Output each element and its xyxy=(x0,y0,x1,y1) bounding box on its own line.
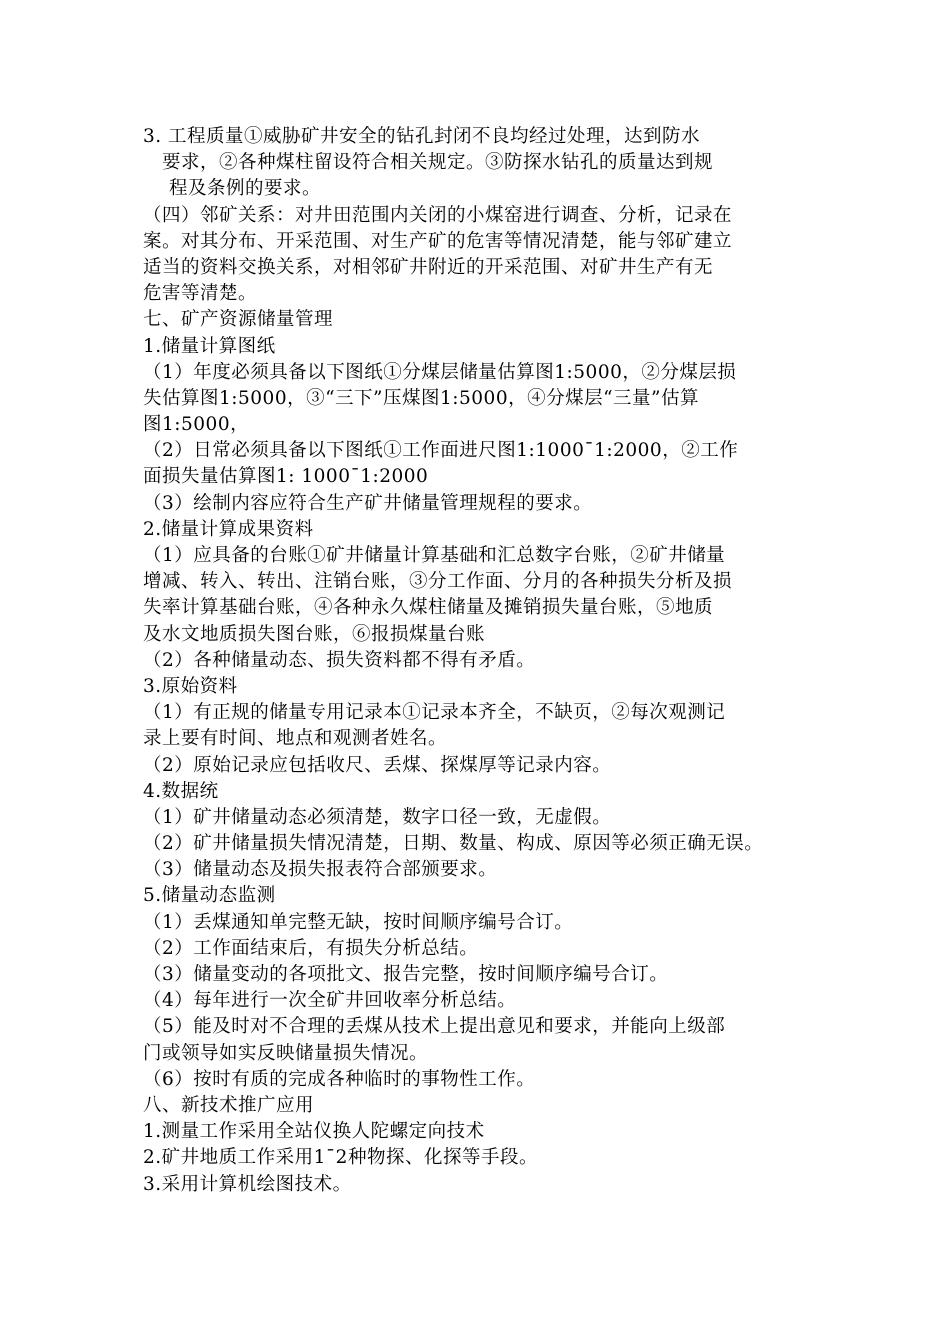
text-line: 失率计算基础台账，④各种永久煤柱储量及摊销损失量台账，⑤地质 xyxy=(143,597,714,619)
text-line: 录上要有时间、地点和观测者姓名。 xyxy=(143,728,448,750)
text-line: 增减、转入、转出、注销台账，③分工作面、分月的各种损失分析及损 xyxy=(143,571,733,593)
text-line: （1）丢煤通知单完整无缺，按时间顺序编号合订。 xyxy=(143,911,574,933)
text-line: （1）应具备的台账①矿井储量计算基础和汇总数字台账，②矿井储量 xyxy=(143,545,726,566)
text-line: 案。对其分布、开采范围、对生产矿的危害等情况清楚，能与邻矿建立 xyxy=(143,230,733,252)
text-line: （1）年度必须具备以下图纸①分煤层储量估算图1:5000，②分煤层损 xyxy=(143,361,737,383)
text-line: 2.矿井地质工作采用1¯2种物探、化探等手段。 xyxy=(143,1147,538,1169)
text-line: （4）每年进行一次全矿井回收率分析总结。 xyxy=(143,990,517,1012)
text-line: 失估算图1:5000，③“三下”压煤图1:5000，④分煤层“三量”估算 xyxy=(143,387,700,409)
text-line: 适当的资料交换关系，对相邻矿井附近的开采范围、对矿井生产有无 xyxy=(143,256,714,278)
text-line: （四）邻矿关系：对井田范围内关闭的小煤窑进行调查、分析，记录在 xyxy=(143,204,733,226)
text-line: 要求，②各种煤柱留设符合相关规定。③防探水钻孔的质量达到规 xyxy=(162,152,714,174)
text-line: 2.储量计算成果资料 xyxy=(143,518,314,540)
text-line: 3.采用计算机绘图技术。 xyxy=(143,1173,352,1195)
text-line: 3. 工程质量①威胁矿井安全的钻孔封闭不良均经过处理，达到防水 xyxy=(143,126,701,147)
text-line: （1）有正规的储量专用记录本①记录本齐全，不缺页，②每次观测记 xyxy=(143,702,726,724)
text-line: 图1:5000， xyxy=(143,414,250,436)
text-line: （3）储量变动的各项批文、报告完整，按时间顺序编号合订。 xyxy=(143,964,669,985)
text-line: （3）绘制内容应符合生产矿井储量管理规程的要求。 xyxy=(143,492,593,514)
text-line: 1.测量工作采用全站仪换人陀螺定向技术 xyxy=(143,1121,485,1143)
text-line: （1）矿井储量动态必须清楚，数字口径一致，无虚假。 xyxy=(143,806,612,828)
text-line: （3）储量动态及损失报表符合部颁要求。 xyxy=(143,859,498,881)
text-line: 八、新技术推广应用 xyxy=(143,1094,315,1116)
document-body xyxy=(143,124,823,1198)
text-line: 程及条例的要求。 xyxy=(169,178,322,200)
text-line: （2）各种储量动态、损失资料都不得有矛盾。 xyxy=(143,649,536,671)
text-line: 七、矿产资源储量管理 xyxy=(143,309,334,331)
text-line: 1.储量计算图纸 xyxy=(143,335,276,357)
text-line: 门或领导如实反映储量损失情况。 xyxy=(143,1042,429,1064)
text-line: （2）原始记录应包括收尺、丢煤、探煤厚等记录内容。 xyxy=(143,754,612,776)
text-line: （2）工作面结束后，有损失分析总结。 xyxy=(143,937,479,959)
text-line: 3.原始资料 xyxy=(143,675,238,697)
text-line: 4.数据统 xyxy=(143,780,219,802)
text-line: （6）按时有质的完成各种临时的事物性工作。 xyxy=(143,1068,536,1090)
text-line: 危害等清楚。 xyxy=(143,283,258,305)
text-line: 5.储量动态监测 xyxy=(143,885,276,907)
text-line: （2）日常必须具备以下图纸①工作面进尺图1:1000¯1:2000，②工作 xyxy=(143,440,739,462)
text-line: 面损失量估算图1: 1000¯1:2000 xyxy=(143,466,429,488)
text-line: 及水文地质损失图台账，⑥报损煤量台账 xyxy=(143,623,486,645)
text-line: （5）能及时对不合理的丢煤从技术上提出意见和要求，并能向上级部 xyxy=(143,1016,726,1038)
text-line: （2）矿井储量损失情况清楚，日期、数量、构成、原因等必须正确无误。 xyxy=(143,833,764,855)
